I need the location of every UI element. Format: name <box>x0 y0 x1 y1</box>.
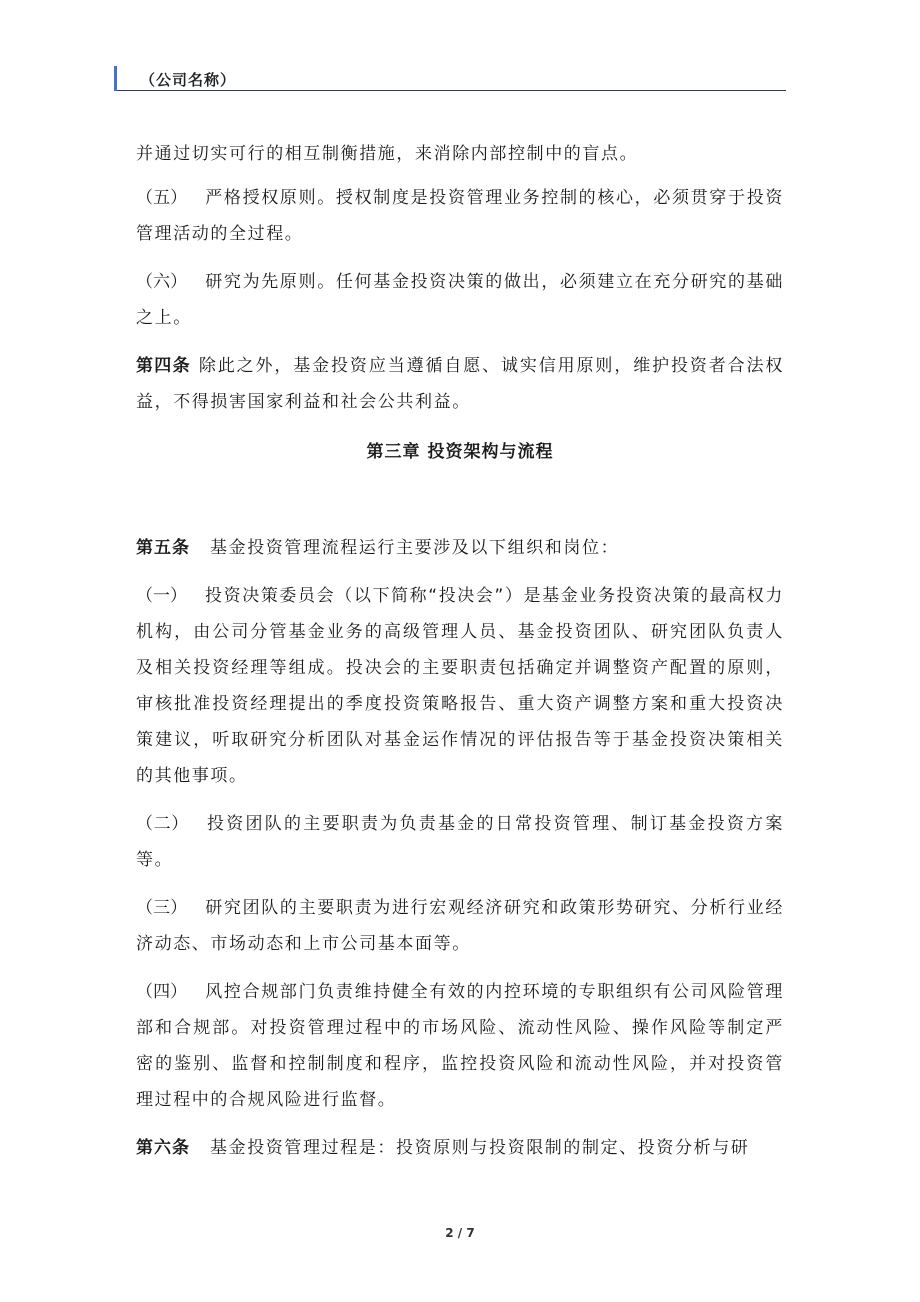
article-text: 除此之外，基金投资应当遵循自愿、诚实信用原则，维护投资者合法权益，不得损害国家利益和社会公共利益。 <box>136 356 784 412</box>
principle-item-5 <box>136 180 784 252</box>
org-item-1 <box>136 578 784 794</box>
item-text: 研究团队的主要职责为进行宏观经济研究和政策形势研究、分析行业经济动态、市场动态和上市公司基本面等。 <box>136 898 784 954</box>
item-text: 投资团队的主要职责为负责基金的日常投资管理、制订基金投资方案等。 <box>136 814 784 870</box>
chapter-heading: 第三章 投资架构与流程 <box>366 442 554 462</box>
article-text: 基金投资管理流程运行主要涉及以下组织和岗位： <box>210 538 620 558</box>
item-text: 严格授权原则。授权制度是投资管理业务控制的核心，必须贯穿于投资管理活动的全过程。 <box>136 188 784 244</box>
org-item-2 <box>136 806 784 878</box>
article-text: 基金投资管理过程是：投资原则与投资限制的制定、投资分析与研 <box>210 1138 750 1158</box>
paragraph-text: 并通过切实可行的相互制衡措施，来消除内部控制中的盲点。 <box>136 144 639 164</box>
org-item-4 <box>136 974 784 1118</box>
header-accent-bar <box>114 66 117 91</box>
item-label: （二） <box>136 814 189 834</box>
item-label: （四） <box>136 982 188 1002</box>
org-item-3 <box>136 890 784 962</box>
article-4 <box>136 348 784 420</box>
company-name: （公司名称） <box>140 71 237 89</box>
article-label: 第四条 <box>136 356 191 376</box>
item-label: （一） <box>136 586 188 606</box>
page-number: 2 / 7 <box>445 1226 475 1240</box>
item-label: （五） <box>136 188 188 208</box>
article-label: 第五条 <box>136 538 190 558</box>
article-label: 第六条 <box>136 1138 190 1158</box>
item-text: 投资决策委员会（以下简称“投决会”）是基金业务投资决策的最高权力机构，由公司分管基金业务的高级管理人员、基金投资团队、研究团队负责人及相关投资经理等组成。投决会的主要职责包括确定并调整资产配置的原则，审核批准投资经理提出的季度投资策略报告、重大资产调整方案和重大投资决策建议，听取研究分析团队对基金运作情况的评估报告等于基金投资决策相关的其他事项。 <box>136 586 784 786</box>
item-text: 研究为先原则。任何基金投资决策的做出，必须建立在充分研究的基础之上。 <box>136 272 784 328</box>
document-body <box>136 136 784 1178</box>
article-6 <box>136 1130 784 1166</box>
paragraph-continuation <box>136 136 784 172</box>
article-5 <box>136 530 784 566</box>
page-header <box>114 66 786 91</box>
item-text: 风控合规部门负责维持健全有效的内控环境的专职组织有公司风险管理部和合规部。对投资管理过程中的市场风险、流动性风险、操作风险等制定严密的鉴别、监督和控制制度和程序，监控投资风险和流动性风险，并对投资管理过程中的合规风险进行监督。 <box>136 982 784 1110</box>
principle-item-6 <box>136 264 784 336</box>
item-label: （六） <box>136 272 188 292</box>
item-label: （三） <box>136 898 188 918</box>
